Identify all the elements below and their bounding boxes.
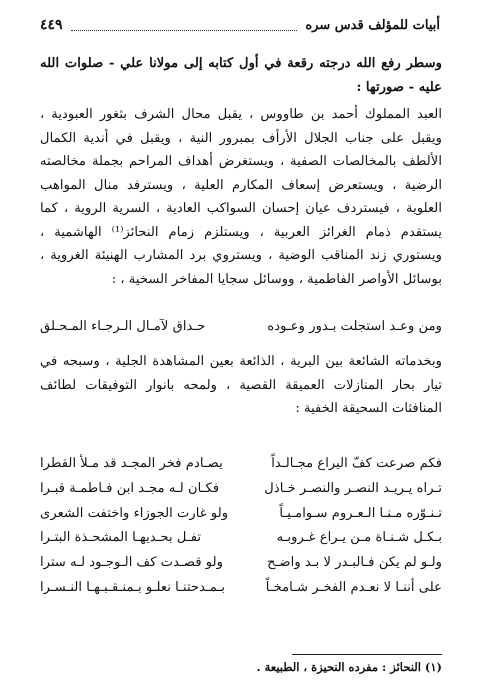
service-paragraph: وبخدماته الشائعة بين البرية ، الذائعة بعين المشاهدة الجلية ، وسبحه في تيار بحار المنازلات العميقة القصية ، ولمحه بانوار التوفيقات لطائف المنافثات السحيقة الخفية : <box>40 354 442 416</box>
verse-left-hemistich: حـداق لآمـال الـرجـاء المـحـلق <box>40 318 206 334</box>
verse-right-hemistich: ومن وعـد استجلت بـدور وعـوده <box>267 318 442 334</box>
footnote: (١) النحائز : مفرده النحيزة ، الطبيعة . <box>256 660 442 674</box>
page-number: ٤٤٩ <box>40 17 63 33</box>
poem-block <box>40 452 442 601</box>
footnote-separator <box>292 654 442 655</box>
poem-right-hemistich: تـنـوّره مـنـا الـعـروم سـوامـيـاً <box>279 505 442 521</box>
poem-line <box>40 452 442 477</box>
poem-line <box>40 576 442 601</box>
poem-left-hemistich: تفـل بحـديهـا المشحـذة البتـرا <box>40 530 202 546</box>
poem-left-hemistich: بـمـدحتنـا نعلـو بـمنـقـبـهـا النـسـرا <box>40 579 226 595</box>
poem-right-hemistich: على أننـا لا نعـدم الفخـر شـامخـاً <box>265 579 442 595</box>
intro-paragraph: وسطر رفع الله درجته رقعة في أول كتابه إلى مولانا علي - صلوات الله عليه - صورتها : <box>40 56 442 95</box>
header-dotted-rule <box>71 20 298 31</box>
poem-left-hemistich: فكـان لـه مجـد ابن فـاطمـة قبـرا <box>40 480 220 496</box>
running-title: أبيات للمؤلف قدس سره <box>305 17 440 33</box>
poem-line <box>40 526 442 551</box>
poem-right-hemistich: فكم صرعت كفّ اليراع مجـالـداً <box>271 456 442 471</box>
verse-line <box>40 314 442 338</box>
poem-left-hemistich: ولو غارت الجوزاء واختفت الشعرى <box>40 505 229 521</box>
poem-line <box>40 502 442 527</box>
poem-left-hemistich: يصـادم فخر المجـد قد مـلأ القطرا <box>40 456 223 471</box>
poem-line <box>40 477 442 502</box>
poem-line <box>40 551 442 576</box>
poem-right-hemistich: تـراه يـريـد النصـر والنصـر خـاذل <box>264 480 442 496</box>
page-header <box>40 14 440 36</box>
poem-right-hemistich: بـكـل شـنـاة مـن يـراع غـروبـه <box>276 530 442 546</box>
poem-right-hemistich: ولـو لم يكن فـالبـدر لا بـد واضـح <box>267 555 442 571</box>
poem-left-hemistich: ولو قصـدت كف الـوجـود لـه سترا <box>40 555 224 571</box>
letter-paragraph: العبد المملوك أحمد بن طاووس ، يقبل محال الشرف بثغور العبودية ، ويقبل على جناب الجلال الأرأف بمبرور النية ، ويقبل في أندية الكمال الألطف بالمخالصات الصفية ، ويستغرض أهداف المراحم بجملة مخالصته الرضية ، ويستعرض إسعاف المكارم العلية ، ويسترفد منال المواهب العلوية ، فيستردف عيان إحسان السواكب العادية ، السرية الروية ، كما يستقدم ذمام الغرائز العربية ، ويستلزم زمام النحائز⁽¹⁾ الهاشمية ، ويستوري زند المناقب الوضية ، ويستروي برد المشارب الهنيئة الغروية ، بوسائل الأواصر الفاطمية ، ووسائل سجايا المفاخر السخية ، : <box>40 107 442 287</box>
